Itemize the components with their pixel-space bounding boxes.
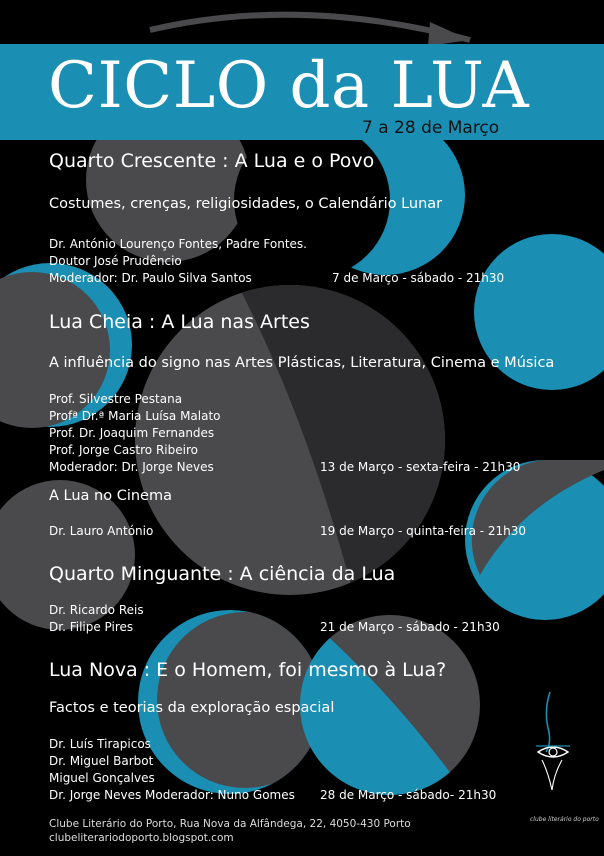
section-4-date: 21 de Março - sábado - 21h30 [320, 620, 500, 634]
event-dates: 7 a 28 de Março [362, 118, 500, 138]
section-1-subtitle: Costumes, crenças, religiosidades, o Calendário Lunar [49, 196, 443, 212]
footer-address: Clube Literário do Porto, Rua Nova da Alfândega, 22, 4050-430 Porto [49, 818, 411, 830]
section-2-speaker: Prof. Silvestre Pestana [49, 392, 183, 406]
orbit-arrow [428, 22, 470, 46]
section-4-heading: Quarto Minguante : A ciência da Lua [49, 563, 396, 585]
club-logo-text: clube literário do porto [530, 816, 599, 823]
footer-website: clubeliterariodoporto.blogspot.com [49, 832, 234, 844]
section-2-speaker: Prof. Dr. Joaquim Fernandes [49, 426, 215, 440]
poster-title: CICLO da LUA [48, 49, 530, 123]
section-5-date: 28 de Março - sábado- 21h30 [320, 788, 497, 802]
section-1-speaker: Doutor José Prudêncio [49, 254, 182, 268]
club-logo-icon [528, 690, 578, 810]
section-2-speaker: Profª Dr.ª Maria Luísa Malato [49, 409, 221, 423]
section-3-speaker: Dr. Lauro António [49, 524, 154, 538]
section-2-heading: Lua Cheia : A Lua nas Artes [49, 311, 310, 333]
section-5-speaker: Miguel Gonçalves [49, 771, 155, 785]
section-3-date: 19 de Março - quinta-feira - 21h30 [320, 524, 527, 538]
section-5-heading: Lua Nova : E o Homem, foi mesmo à Lua? [49, 659, 447, 681]
section-1-heading: Quarto Crescente : A Lua e o Povo [49, 150, 375, 172]
section-2-speaker: Prof. Jorge Castro Ribeiro [49, 443, 198, 457]
section-5-moderator: Dr. Jorge Neves Moderador: Nuno Gomes [49, 788, 295, 802]
section-5-speaker: Dr. Luís Tirapicos [49, 737, 151, 751]
section-4-speaker: Dr. Ricardo Reis [49, 603, 144, 617]
section-1-date: 7 de Março - sábado - 21h30 [332, 271, 505, 285]
orbit-arc [150, 15, 470, 40]
section-2-date: 13 de Março - sexta-feira - 21h30 [320, 460, 521, 474]
section-1-moderator: Moderador: Dr. Paulo Silva Santos [49, 271, 252, 285]
section-5-speaker: Dr. Miguel Barbot [49, 754, 154, 768]
section-4-speaker: Dr. Filipe Pires [49, 620, 134, 634]
section-2-subtitle: A influência do signo nas Artes Plásticas, Literatura, Cinema e Música [49, 355, 555, 371]
section-2-moderator: Moderador: Dr. Jorge Neves [49, 460, 214, 474]
section-5-subtitle: Factos e teorias da exploração espacial [49, 700, 335, 716]
section-3-heading: A Lua no Cinema [49, 488, 172, 504]
section-1-speaker: Dr. António Lourenço Fontes, Padre Fontes. [49, 237, 307, 251]
